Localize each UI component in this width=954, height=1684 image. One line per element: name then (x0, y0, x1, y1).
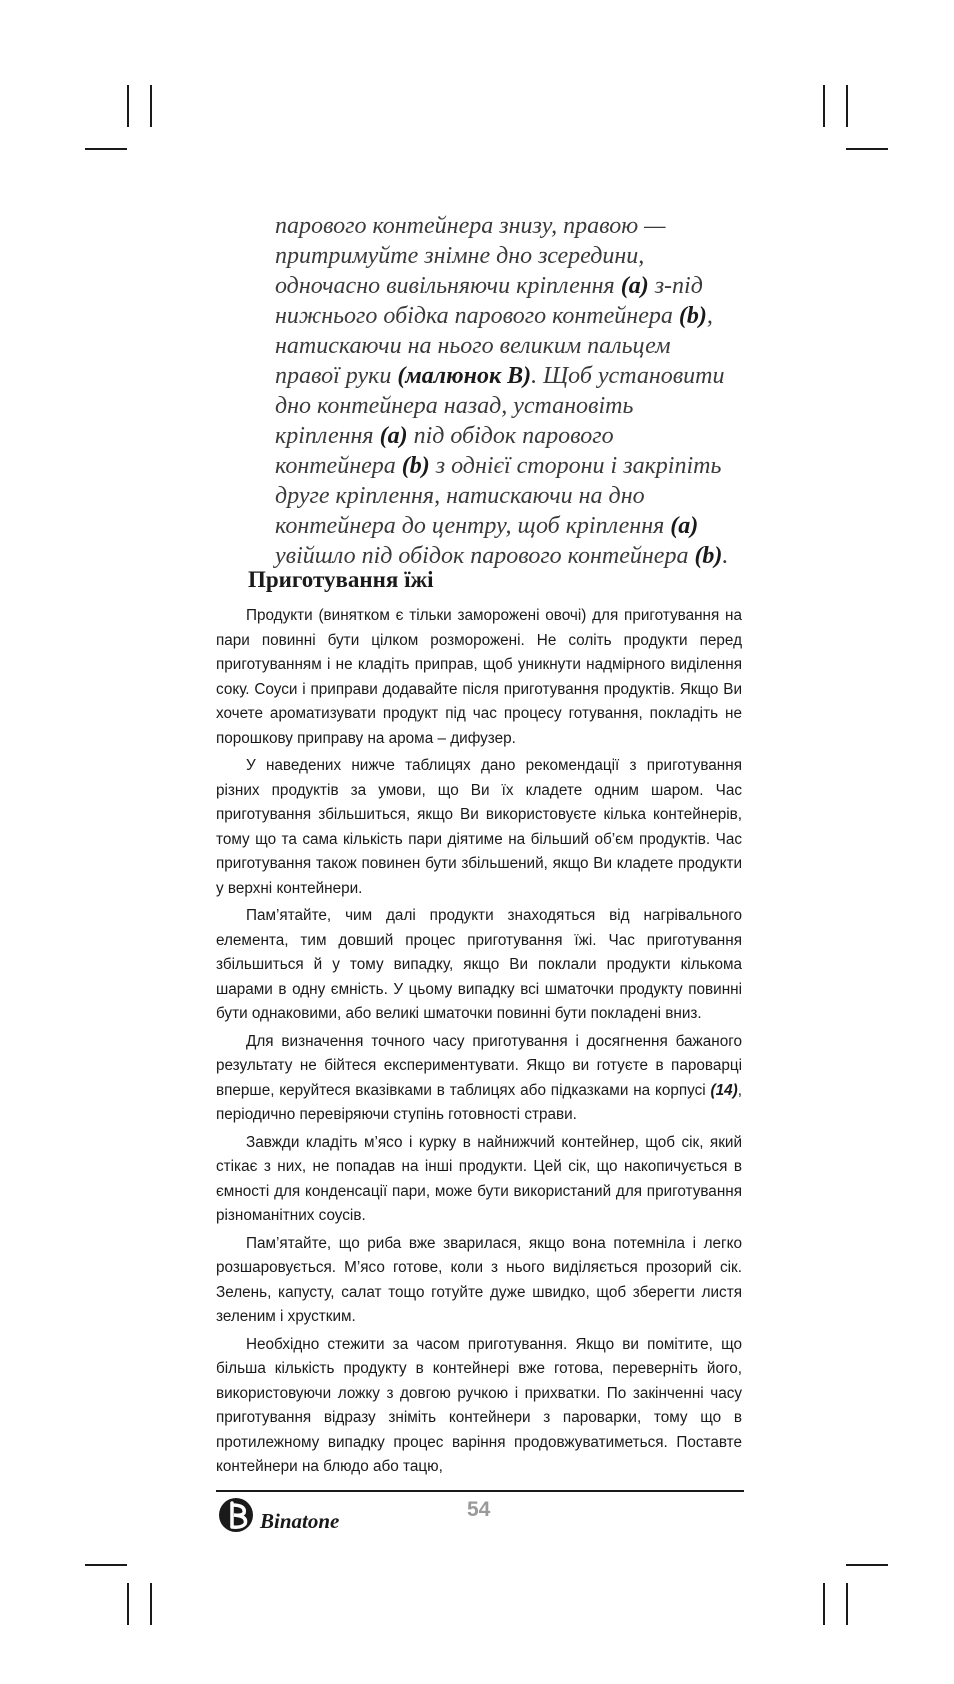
crop-mark-br-v2 (846, 1583, 848, 1625)
intro-line: одночасно вивільняючи кріплення (a) з-під (275, 273, 703, 299)
crop-mark-br-h (846, 1564, 888, 1566)
intro-line: кріплення (a) під обідок парового (275, 423, 614, 449)
intro-line: натискаючи на нього великим пальцем (275, 333, 671, 359)
crop-mark-br-v1 (823, 1583, 825, 1625)
paragraph: Пам’ятайте, чим далі продукти знаходяться від нагрівального елемента, тим довший процес приготування їжі. Час приготування збільшиться й у тому випадку, якщо Ви поклали продукти кількома шарами в одну ємність. У цьому випадку всі шматочки продукту повинні бути однаковими, або великі шматочки повинні бути покладені вниз. (216, 907, 742, 1022)
crop-mark-bl-v2 (150, 1583, 152, 1625)
intro-line: увійшло під обідок парового контейнера (b). (275, 543, 729, 569)
crop-mark-bl-h (85, 1564, 127, 1566)
intro-line: нижнього обідка парового контейнера (b), (275, 303, 713, 329)
crop-mark-tr-h (846, 148, 888, 150)
brand-name: Binatone (260, 1509, 340, 1533)
footer-rule (216, 1490, 744, 1492)
intro-line: притримуйте знімне дно зсередини, (275, 243, 645, 269)
intro-line: правої руки (малюнок B). Щоб установити (275, 363, 725, 389)
intro-line: контейнера до центру, щоб кріплення (a) (275, 513, 699, 539)
paragraph: Пам’ятайте, що риба вже зварилася, якщо вона потемніла і легко розшаровується. М’ясо готове, коли з нього виділяється прозорий сік. Зелень, капусту, салат тощо готуйте дуже швидко, щоб зберегти листя зеленим і хрустким. (216, 1234, 742, 1325)
paragraph: У наведених нижче таблицях дано рекомендації з приготування різних продуктів за умови, що Ви їх кладете одним шаром. Час приготування збільшиться, якщо Ви використовуєте кілька контейнерів, тому що та сама кількість пари діятиме на більший об’єм продуктів. Час приготування також повинен бути збільшений, якщо Ви кладете продукти у верхні контейнери. (216, 757, 742, 897)
crop-mark-bl-v1 (127, 1583, 129, 1625)
section-heading: Приготування їжі (248, 567, 434, 592)
crop-mark-tr-v1 (823, 85, 825, 127)
paragraph: Завжди кладіть м’ясо і курку в найнижчий контейнер, щоб сік, який стікає з них, не попадав на інші продукти. Цей сік, що накопичується в ємності для конденсації пари, може бути використаний для приготування різноманітних соусів. (216, 1133, 742, 1224)
intro-text (275, 211, 755, 571)
paragraph: Продукти (винятком є тільки заморожені овочі) для приготування на пари повинні бути цілком розморожені. Не соліть продукти перед приготуванням і не кладіть приправ, щоб уникнути надмірного виділення соку. Соуси і приправи додавайте після приготування продуктів. Якщо Ви хочете ароматизувати продукт під час процесу готування, покладіть не порошкову приправу на арома – дифузер. (216, 607, 742, 747)
crop-mark-tl-h (85, 148, 127, 150)
crop-mark-tl-v2 (150, 85, 152, 127)
page-number: 54 (467, 1498, 491, 1521)
intro-line: друге кріплення, натискаючи на дно (275, 483, 645, 509)
intro-line: парового контейнера знизу, правою — (275, 213, 666, 239)
brand-logo (218, 1497, 339, 1538)
intro-line: дно контейнера назад, установіть (275, 393, 634, 419)
paragraph: Необхідно стежити за часом приготування. Якщо ви помітите, що більша кількість продукту в контейнері вже готова, переверніть його, використовуючи ложку з довгою ручкою і прихватки. По закінченні часу приготування відразу зніміть контейнери з пароварки, тому що в протилежному випадку процес варіння продовжуватиметься. Поставте контейнери на блюдо або тацю, (216, 1335, 742, 1475)
intro-line: контейнера (b) з однієї сторони і закріпіть (275, 453, 722, 479)
binatone-logo-icon (218, 1497, 258, 1538)
crop-mark-tr-v2 (846, 85, 848, 127)
paragraph: Для визначення точного часу приготування і досягнення бажаного результату не бійтеся експериментувати. Якщо ви готуєте в пароварці вперше, керуйтеся вказівками в таблицях або підказками на корпусі (14), періодично перевіряючи ступінь готовності страви. (216, 1032, 742, 1123)
body-text (216, 604, 742, 1483)
crop-mark-tl-v1 (127, 85, 129, 127)
